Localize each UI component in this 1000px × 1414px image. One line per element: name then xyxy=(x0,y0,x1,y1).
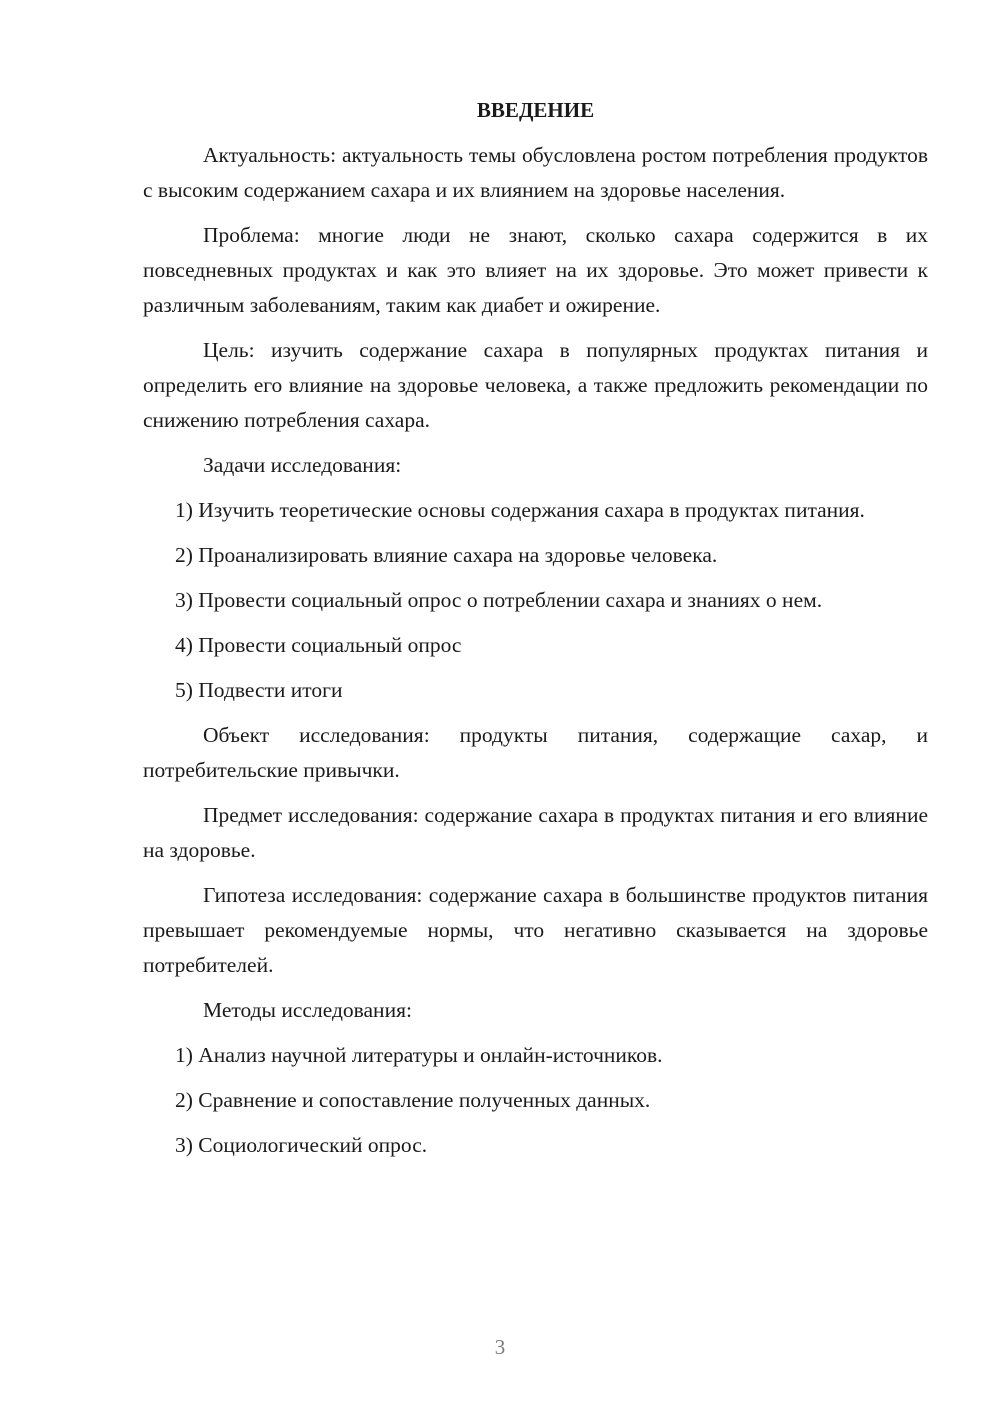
tasks-heading: Задачи исследования: xyxy=(203,453,402,477)
task-item-4: 4) Провести социальный опрос xyxy=(175,633,462,657)
subject-paragraph: Предмет исследования: содержание сахара в продуктах питания и его влияние на здоровье. xyxy=(143,803,928,862)
page-number: 3 xyxy=(494,1335,506,1359)
relevance-paragraph: Актуальность: актуальность темы обусловлена ростом потребления продуктов с высоким содержанием сахара и их влиянием на здоровье населения. xyxy=(143,143,928,202)
methods-heading: Методы исследования: xyxy=(203,998,412,1022)
method-item-3: 3) Социологический опрос. xyxy=(175,1133,428,1157)
problem-paragraph: Проблема: многие люди не знают, сколько сахара содержится в их повседневных продуктах и как это влияет на их здоровье. Это может привести к различным заболеваниям, таким как диабет и ожирение. xyxy=(143,223,928,317)
document-page xyxy=(143,92,928,1173)
method-item-2: 2) Сравнение и сопоставление полученных данных. xyxy=(175,1088,651,1112)
page-title: ВВЕДЕНИЕ xyxy=(476,98,595,122)
task-item-1: 1) Изучить теоретические основы содержания сахара в продуктах питания. xyxy=(175,498,865,522)
task-item-3: 3) Провести социальный опрос о потреблении сахара и знаниях о нем. xyxy=(175,588,823,612)
method-item-1: 1) Анализ научной литературы и онлайн-источников. xyxy=(175,1043,663,1067)
task-item-2: 2) Проанализировать влияние сахара на здоровье человека. xyxy=(175,543,718,567)
goal-paragraph: Цель: изучить содержание сахара в популярных продуктах питания и определить его влияние на здоровье человека, а также предложить рекомендации по снижению потребления сахара. xyxy=(143,338,928,432)
task-item-5: 5) Подвести итоги xyxy=(175,678,343,702)
hypothesis-paragraph: Гипотеза исследования: содержание сахара в большинстве продуктов питания превышает рекомендуемые нормы, что негативно сказывается на здоровье потребителей. xyxy=(143,883,928,977)
object-paragraph: Объект исследования: продукты питания, содержащие сахар, и потребительские привычки. xyxy=(143,723,928,782)
